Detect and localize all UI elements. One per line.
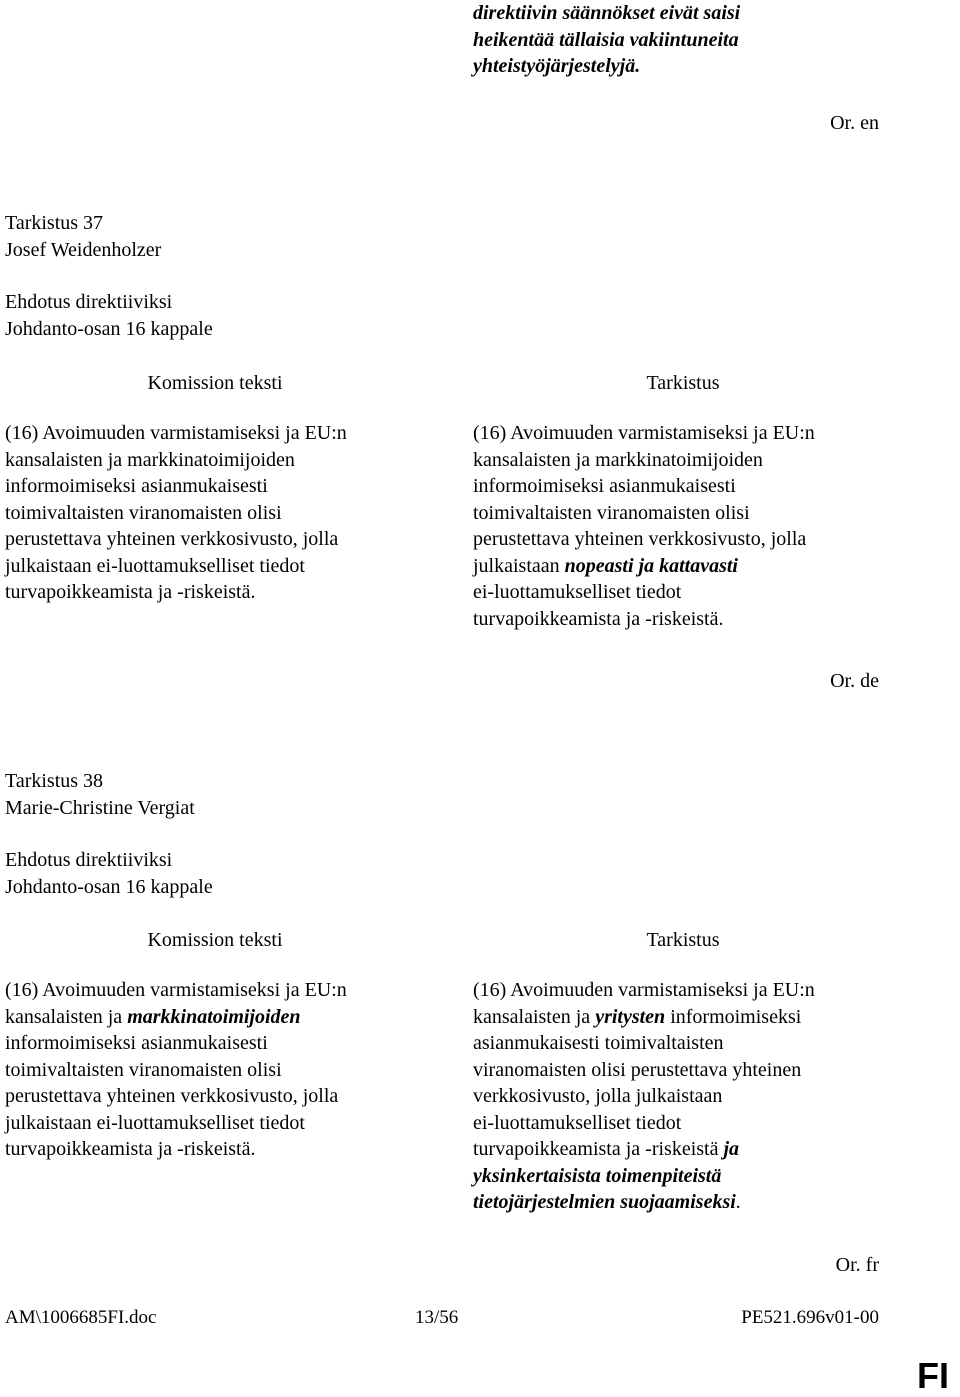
amendment-37-reference	[5, 289, 505, 342]
text-fragment: kansalaisten ja	[5, 1005, 128, 1028]
top-continuation-text	[473, 0, 913, 80]
text-line: julkaistaan ei-luottamukselliset tiedot	[5, 554, 305, 577]
column-header-amendment: Tarkistus	[646, 372, 720, 394]
text-line: kansalaisten ja markkinatoimijoiden	[5, 448, 295, 471]
amendment-38-reference	[5, 847, 505, 900]
text-line: julkaistaan ei-luottamukselliset tiedot	[5, 1111, 305, 1134]
continuation-line: heikentää tällaisia vakiintuneita	[473, 28, 739, 51]
amendment-author: Josef Weidenholzer	[5, 238, 162, 261]
text-line: informoimiseksi asianmukaisesti	[5, 475, 268, 497]
text-line: viranomaisten olisi perustettava yhteinen	[473, 1058, 802, 1081]
text-line: ei-luottamukselliset tiedot	[473, 1111, 682, 1134]
amendment-38-header	[5, 768, 505, 821]
original-language-fr: Or. fr	[835, 1254, 879, 1276]
text-line: turvapoikkeamista ja -riskeistä.	[473, 607, 724, 630]
highlighted-change: tietojärjestelmien suojaamiseksi	[473, 1191, 736, 1213]
text-line: yksinkertaisista toimenpiteistä	[473, 1164, 722, 1187]
continuation-line: direktiivin säännökset eivät saisi	[473, 2, 741, 24]
section-label: Johdanto-osan 16 kappale	[5, 875, 213, 898]
text-fragment: .	[735, 1191, 741, 1213]
text-line: perustettava yhteinen verkkosivusto, jolla	[473, 528, 807, 550]
text-line: (16) Avoimuuden varmistamiseksi ja EU:n	[5, 422, 347, 444]
commission-text-38	[5, 977, 425, 1163]
original-language-en: Or. en	[830, 112, 879, 134]
proposal-label: Ehdotus direktiiviksi	[5, 849, 173, 871]
text-line: (16) Avoimuuden varmistamiseksi ja EU:n	[5, 979, 347, 1001]
text-fragment: informoimiseksi	[665, 1005, 802, 1028]
highlighted-change: yritysten	[595, 1005, 666, 1028]
text-line	[473, 1136, 893, 1163]
footer-page-number: 13/56	[415, 1307, 459, 1328]
text-line: informoimiseksi asianmukaisesti	[473, 475, 736, 497]
column-header-commission: Komission teksti	[147, 372, 283, 394]
amendment-text-38	[473, 977, 893, 1216]
footer-doc-ref: AM\1006685FI.doc	[5, 1307, 157, 1328]
text-line: turvapoikkeamista ja -riskeistä.	[5, 581, 256, 603]
column-header-amendment: Tarkistus	[646, 929, 720, 951]
language-mark: FI	[917, 1355, 949, 1396]
text-line: ei-luottamukselliset tiedot	[473, 581, 682, 603]
text-line	[473, 1004, 893, 1031]
column-header-commission: Komission teksti	[147, 929, 283, 951]
section-label: Johdanto-osan 16 kappale	[5, 317, 213, 340]
text-line: turvapoikkeamista ja -riskeistä.	[5, 1138, 256, 1160]
original-language-de: Or. de	[830, 670, 879, 692]
highlighted-change: ja	[723, 1138, 740, 1160]
text-line	[5, 1004, 425, 1031]
text-line: toimivaltaisten viranomaisten olisi	[5, 1058, 282, 1081]
text-line: verkkosivusto, jolla julkaistaan	[473, 1085, 723, 1107]
amendment-title: Tarkistus 38	[5, 770, 104, 792]
highlighted-change: nopeasti ja kattavasti	[564, 554, 738, 577]
text-line: perustettava yhteinen verkkosivusto, jolla	[5, 528, 339, 550]
text-line	[473, 1189, 893, 1216]
text-line: asianmukaisesti toimivaltaisten	[473, 1032, 724, 1054]
text-fragment: julkaistaan	[473, 554, 565, 577]
text-line: informoimiseksi asianmukaisesti	[5, 1032, 268, 1054]
amendment-37-header	[5, 210, 505, 263]
text-line: perustettava yhteinen verkkosivusto, jolla	[5, 1085, 339, 1107]
text-fragment: kansalaisten ja	[473, 1005, 596, 1028]
proposal-label: Ehdotus direktiiviksi	[5, 291, 173, 313]
amendment-title: Tarkistus 37	[5, 212, 104, 234]
amendment-author: Marie-Christine Vergiat	[5, 796, 195, 819]
highlighted-change: markkinatoimijoiden	[127, 1005, 301, 1028]
text-fragment: turvapoikkeamista ja -riskeistä	[473, 1138, 724, 1160]
continuation-line: yhteistyöjärjestelyjä.	[473, 55, 641, 77]
text-line	[473, 553, 893, 580]
text-line: toimivaltaisten viranomaisten olisi	[473, 501, 750, 524]
text-line: (16) Avoimuuden varmistamiseksi ja EU:n	[473, 422, 815, 444]
footer-pe-ref: PE521.696v01-00	[741, 1307, 879, 1328]
text-line: (16) Avoimuuden varmistamiseksi ja EU:n	[473, 979, 815, 1001]
commission-text-37	[5, 420, 425, 606]
amendment-text-37	[473, 420, 893, 632]
text-line: kansalaisten ja markkinatoimijoiden	[473, 448, 763, 471]
text-line: toimivaltaisten viranomaisten olisi	[5, 501, 282, 524]
